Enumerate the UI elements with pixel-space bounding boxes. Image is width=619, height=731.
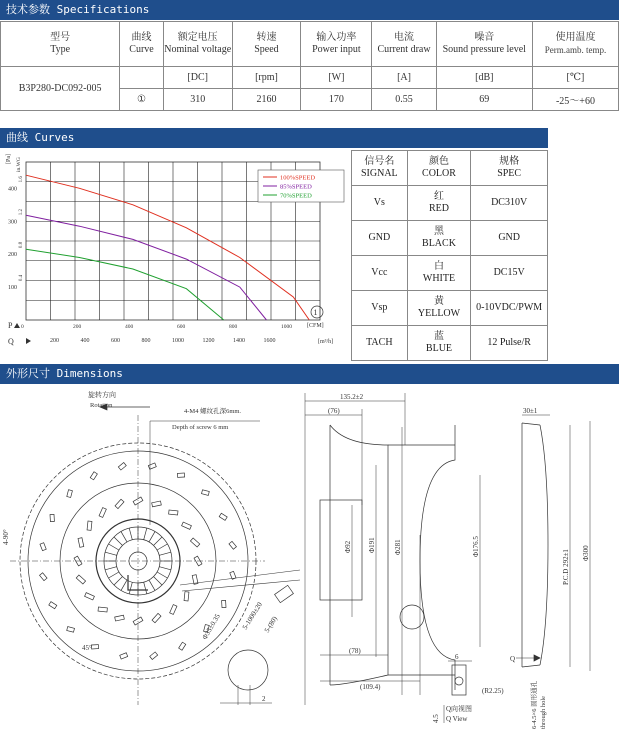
y2-tick-label: 1.6: [19, 176, 24, 183]
signal-color: 红 RED: [407, 186, 471, 221]
x2-tick-label: 600: [111, 338, 120, 344]
signal-spec: DC310V: [471, 186, 548, 221]
blade-slot: [115, 615, 125, 621]
connector: [275, 585, 294, 602]
q-view-slot: [452, 665, 466, 695]
blade-slot: [98, 607, 107, 612]
y2-tick-label: 1.2: [19, 209, 24, 216]
blade-slot: [222, 600, 226, 607]
rotation-zh: 旋转方向: [88, 391, 116, 399]
y2-tick-label: 0.4: [19, 274, 24, 282]
spec-current-value: 0.55: [372, 89, 436, 111]
side-edges: [388, 445, 455, 675]
x2-tick-label: 400: [80, 338, 90, 344]
hub-rib: [159, 567, 171, 570]
spec-speed-value: 2160: [232, 89, 301, 111]
x-tick-label: 800: [229, 324, 238, 330]
side-detail: [400, 605, 424, 629]
spec-model: B3P280-DC092-005: [1, 67, 120, 111]
blade-slot: [152, 501, 162, 507]
spec-curve-value: ①: [120, 89, 164, 111]
q-view: [444, 661, 472, 723]
x2-tick-label: 800: [141, 338, 151, 344]
x-tick-label: 600: [177, 324, 186, 330]
signal-header-color: 颜色 COLOR: [407, 151, 471, 186]
front-view: [10, 404, 300, 705]
y-tick-label: 100: [8, 285, 17, 292]
curve-marker-label: 1: [313, 308, 318, 317]
blade-slot: [67, 627, 75, 633]
signal-row: [352, 291, 548, 326]
hub-rib: [129, 582, 132, 594]
hub-rib: [105, 552, 117, 555]
signal-spec: 0-10VDC/PWM: [471, 291, 548, 326]
signal-row: [352, 326, 548, 361]
y-axis-arrow: [14, 323, 20, 328]
y2-unit-label: in.WG: [16, 157, 22, 172]
blade-slot: [40, 573, 48, 581]
x-axis-arrow: [26, 338, 31, 344]
dim-78-label: (78): [349, 647, 361, 655]
spec-temp-value: -25～+60: [532, 89, 618, 111]
dia-176-label: Φ176.5: [472, 536, 480, 557]
dim-135-label: 135.2±2: [340, 393, 364, 401]
q-view-en: Q View: [446, 715, 468, 723]
blade-slot: [148, 463, 156, 469]
hub-rib: [157, 572, 167, 578]
angle-label-1: 4-90°: [2, 529, 10, 545]
signal-row: [352, 256, 548, 291]
signal-table: [351, 150, 548, 361]
blade-slot: [118, 463, 126, 471]
spec-unit-sound: [dB]: [436, 67, 532, 89]
blade-slot: [120, 653, 128, 659]
blade-slot: [170, 605, 177, 615]
flange-view: [516, 415, 590, 671]
signal-name: Vcc: [352, 256, 408, 291]
signal-color: 黄 YELLOW: [407, 291, 471, 326]
spec-unit-voltage: [DC]: [163, 67, 232, 89]
spec-header-speed: 转速 Speed: [232, 22, 301, 67]
blade-slot: [202, 490, 210, 496]
signal-header-spec: 规格 SPEC: [471, 151, 548, 186]
blade-slot: [87, 521, 92, 530]
blade-slot: [219, 513, 227, 520]
x2-tick-label: 200: [50, 338, 59, 344]
x-tick-label: 200: [73, 324, 82, 330]
blade-slot: [115, 499, 124, 508]
y-tick-label: 400: [8, 186, 17, 193]
spec-unit-temp: [℃]: [532, 67, 618, 89]
blade-slot: [99, 508, 106, 518]
blade-slot: [49, 602, 57, 609]
hub-rib: [109, 572, 119, 578]
hub-rib: [159, 552, 171, 555]
q-view-hole: [455, 677, 463, 685]
x2-tick-label: 1400: [233, 338, 245, 344]
flange-edges: [522, 423, 540, 667]
angle-label-2: 45°: [82, 644, 92, 652]
hub-rib: [144, 582, 147, 594]
y2-tick-label: 0.8: [19, 241, 24, 249]
q-dim-6-label: 6: [455, 653, 459, 661]
q-dim-45-label: 4.5: [432, 714, 440, 723]
signal-name: Vsp: [352, 291, 408, 326]
blade-slot: [182, 522, 192, 529]
x2-tick-label: 1600: [263, 338, 276, 344]
dia-281-label: Φ281: [394, 539, 402, 555]
spec-unit-power: [W]: [301, 67, 372, 89]
q-arrow-head: [534, 655, 540, 661]
x-tick-label: 400: [125, 324, 134, 330]
hub-rib: [109, 544, 119, 550]
x2-tick-label: 1200: [202, 338, 215, 344]
x2-tick-label: 1000: [172, 338, 184, 344]
spec-sound-value: 69: [436, 89, 532, 111]
spec-unit-speed: [rpm]: [232, 67, 301, 89]
holes-en: through hole: [540, 695, 547, 729]
dimensions-section-header: 外形尺寸 Dimensions: [0, 364, 619, 384]
flange-dim-30-label: 30±1: [523, 407, 538, 415]
rotation-en: Rotation: [90, 402, 113, 409]
hub-rib: [149, 580, 155, 590]
hub-rib: [121, 532, 127, 542]
side-shroud: [420, 425, 455, 690]
x-tick-label: 0: [21, 324, 24, 330]
screw-note-zh: 4-M4 螺纹孔深6mm.: [184, 408, 242, 415]
spec-header-curve: 曲线 Curve: [120, 22, 164, 67]
blade-slot: [190, 538, 199, 547]
curves-section-header: 曲线 Curves: [0, 128, 548, 148]
blade-slot: [169, 510, 178, 515]
signal-name: GND: [352, 221, 408, 256]
dimension-drawing: [0, 385, 619, 731]
spec-voltage-value: 310: [163, 89, 232, 111]
x-unit-label: [CFM]: [307, 323, 324, 329]
hub-rib: [144, 528, 147, 540]
blade-slot: [229, 541, 237, 549]
x-tick-label: 1000: [281, 324, 292, 330]
spec-section-header: 技术参数 Specifications: [0, 0, 619, 20]
hub-rib: [114, 537, 122, 545]
y-unit-label: [Pa]: [6, 154, 12, 164]
lead-strip: 5-(80): [262, 614, 279, 635]
blade-slot: [177, 473, 184, 477]
spec-header-voltage: 额定电压 Nominal voltage: [163, 22, 232, 67]
lead-length: 5-1000±20: [240, 600, 264, 632]
pcd-label: P.C.D 292±1: [562, 549, 570, 585]
x2-unit-label: [m³/h]: [318, 339, 334, 345]
q-marker: Q: [510, 655, 516, 663]
flange-outline: [522, 423, 548, 667]
spec-power-value: 170: [301, 89, 372, 111]
q-view-zh: Q向视图: [446, 705, 473, 713]
dia-92-label: Φ92: [344, 540, 352, 553]
spec-header-sound: 噪音 Sound pressure level: [436, 22, 532, 67]
blade-slot: [78, 538, 84, 548]
dim-76-label: (76): [328, 407, 340, 415]
blade-slot: [91, 645, 98, 649]
signal-row: [352, 186, 548, 221]
blade-slot: [50, 514, 54, 521]
y-axis-p: P: [8, 321, 13, 330]
signal-color: 黑 BLACK: [407, 221, 471, 256]
gap-label: 2: [262, 695, 266, 703]
holes-zh: 6-4.5×6 圆形通孔: [531, 680, 538, 729]
radius-label: (R2.25): [482, 687, 504, 695]
spec-header-temp: 使用温度 Perm.amb. temp.: [532, 22, 618, 67]
hub-rib: [114, 577, 122, 585]
spec-header-type: 型号 Type: [1, 22, 120, 67]
side-view: [305, 393, 480, 705]
signal-row: [352, 221, 548, 256]
motor-body: [320, 500, 362, 600]
spec-table: [0, 21, 619, 111]
y-tick-label: 200: [8, 252, 17, 259]
performance-chart: [0, 150, 350, 350]
signal-name: Vs: [352, 186, 408, 221]
hub-rib: [154, 577, 162, 585]
signal-spec: 12 Pulse/R: [471, 326, 548, 361]
blade-slot: [184, 592, 189, 601]
signal-color: 蓝 BLUE: [407, 326, 471, 361]
signal-spec: DC15V: [471, 256, 548, 291]
blade-slot: [76, 575, 85, 584]
hub-rib: [149, 532, 155, 542]
dim-109-label: (109.4): [360, 683, 381, 691]
chart-legend: [258, 170, 344, 202]
x-axis-q: Q: [8, 337, 14, 346]
legend-label-85: 85%SPEED: [280, 183, 312, 191]
spec-header-power: 输入功率 Power input: [301, 22, 372, 67]
hub-rib: [129, 528, 132, 540]
spec-unit-current: [A]: [372, 67, 436, 89]
signal-header-name: 信号名 SIGNAL: [352, 151, 408, 186]
hub-rib: [121, 580, 127, 590]
signal-color: 白 WHITE: [407, 256, 471, 291]
legend-label-100: 100%SPEED: [280, 174, 316, 182]
y-tick-label: 300: [8, 219, 17, 226]
blade-slot: [40, 543, 46, 551]
blade-slot: [150, 652, 158, 660]
hub-rib: [154, 537, 162, 545]
hub-rib: [157, 544, 167, 550]
legend-label-70: 70%SPEED: [280, 192, 312, 200]
blade-slot: [179, 642, 186, 650]
side-outline: [330, 425, 388, 685]
blade-slot: [90, 472, 97, 480]
dia-191-label: Φ191: [368, 537, 376, 553]
dia-300-label: Φ300: [582, 545, 590, 561]
hub-diameter: Φ35±0.35: [200, 612, 222, 641]
screw-note-en: Depth of screw 6 mm: [172, 424, 229, 431]
detail-circle: [228, 650, 268, 690]
blade-slot: [152, 613, 161, 622]
signal-name: TACH: [352, 326, 408, 361]
cable-line: [180, 570, 300, 585]
hub-rib: [105, 567, 117, 570]
spec-header-current: 电流 Current draw: [372, 22, 436, 67]
blade-slot: [85, 593, 95, 600]
signal-spec: GND: [471, 221, 548, 256]
blade-slot: [67, 490, 73, 498]
